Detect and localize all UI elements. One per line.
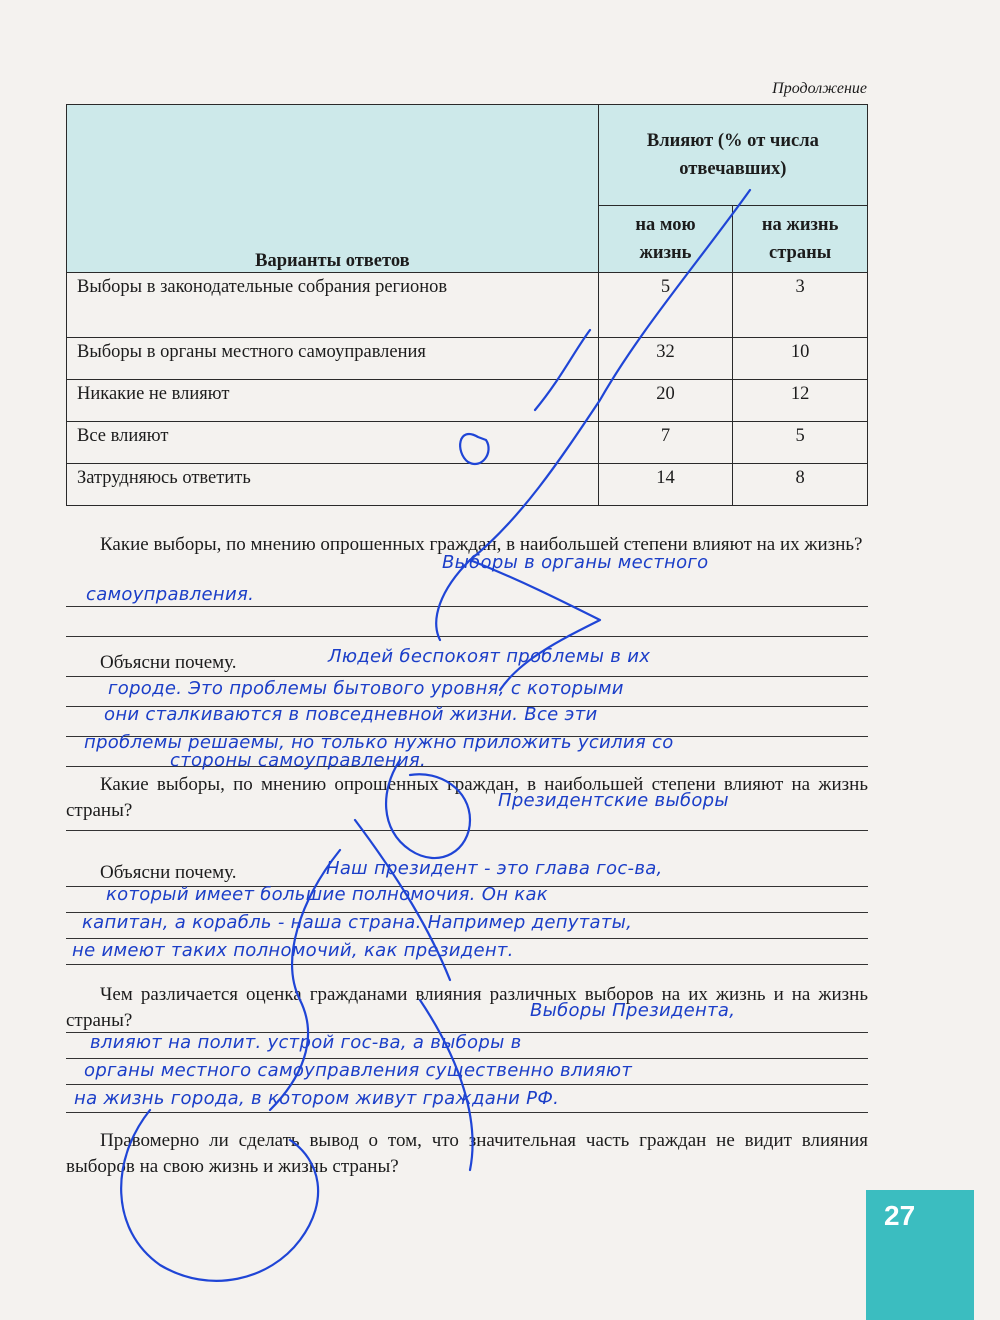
- answer-1-line-1: Выборы в органы местного: [442, 552, 709, 573]
- answer-2-line-2: городе. Это проблемы бытового уровня, с которыми: [108, 678, 624, 699]
- question-1: Какие выборы, по мнению опрошенных граждан, в наибольшей степени влияют на их жизнь?: [100, 534, 863, 555]
- answer-2-line-5: стороны самоуправления.: [170, 750, 427, 771]
- value-my-life: 20: [598, 380, 732, 422]
- header-country: на жизнь страны: [733, 206, 868, 273]
- value-my-life: 14: [598, 464, 732, 506]
- table-row: [67, 380, 868, 422]
- answer-line: [66, 606, 868, 607]
- answer-4-line-1: Наш президент - это глава гос-ва,: [326, 858, 663, 879]
- table-row: [67, 338, 868, 380]
- value-country: 5: [733, 422, 868, 464]
- value-my-life: 32: [598, 338, 732, 380]
- answer-line: [66, 1058, 868, 1059]
- value-country: 8: [733, 464, 868, 506]
- answer-2-line-4: проблемы решаемы, но только нужно приложить усилия со: [84, 732, 674, 753]
- value-my-life: 5: [598, 273, 732, 338]
- answer-line: [66, 964, 868, 965]
- answer-2-line-1: Людей беспокоят проблемы в их: [328, 646, 651, 667]
- answer-5-line-1: Выборы Президента,: [530, 1000, 736, 1021]
- table-row: [67, 273, 868, 338]
- answer-line: [66, 1112, 868, 1113]
- continuation-label: Продолжение: [772, 80, 867, 97]
- row-label: Выборы в законодательные собрания регионов: [67, 273, 599, 338]
- row-label: Затрудняюсь ответить: [67, 464, 599, 506]
- header-my-life: на мою жизнь: [598, 206, 732, 273]
- page-number: 27: [884, 1200, 916, 1231]
- header-variants: Варианты ответов: [67, 105, 599, 273]
- question-4: Объясни почему.: [100, 862, 237, 883]
- row-label: Все влияют: [67, 422, 599, 464]
- answer-line: [66, 636, 868, 637]
- value-country: 3: [733, 273, 868, 338]
- table-row: [67, 464, 868, 506]
- value-my-life: 7: [598, 422, 732, 464]
- row-label: Никакие не влияют: [67, 380, 599, 422]
- answer-5-line-2: влияют на полит. устрой гос-ва, а выборы в: [90, 1032, 522, 1053]
- survey-table: [66, 104, 868, 506]
- answer-line: [66, 830, 868, 831]
- page-number-box: [866, 1190, 974, 1320]
- answer-line: [66, 1084, 868, 1085]
- table-row: [67, 422, 868, 464]
- answer-line: [66, 676, 868, 677]
- question-3: Какие выборы, по мнению опрошенных граждан, в наибольшей степени влияют на жизнь страны?: [66, 774, 868, 821]
- answer-3-line-1: Президентские выборы: [498, 790, 729, 811]
- value-country: 12: [733, 380, 868, 422]
- question-5: Чем различается оценка гражданами влияния различных выборов на их жизнь и на жизнь страны?: [66, 984, 868, 1031]
- answer-4-line-4: не имеют таких полномочий, как президент.: [72, 940, 514, 961]
- answer-4-line-3: капитан, а корабль - наша страна. Например депутаты,: [82, 912, 633, 933]
- answer-5-line-4: на жизнь города, в котором живут граждани РФ.: [74, 1088, 560, 1109]
- answer-2-line-3: они сталкиваются в повседневной жизни. Все эти: [104, 704, 598, 725]
- value-country: 10: [733, 338, 868, 380]
- row-label: Выборы в органы местного самоуправления: [67, 338, 599, 380]
- answer-4-line-2: который имеет большие полномочия. Он как: [106, 884, 548, 905]
- header-influence: Влияют (% от числа отвечавших): [598, 105, 867, 206]
- answer-line: [66, 938, 868, 939]
- answer-5-line-3: органы местного самоуправления существенно влияют: [84, 1060, 633, 1081]
- answer-1-line-2: самоуправления.: [86, 584, 255, 605]
- question-2: Объясни почему.: [100, 652, 237, 673]
- question-6: Правомерно ли сделать вывод о том, что значительная часть граждан не видит влияния выборов на свою жизнь и жизнь страны?: [66, 1130, 868, 1177]
